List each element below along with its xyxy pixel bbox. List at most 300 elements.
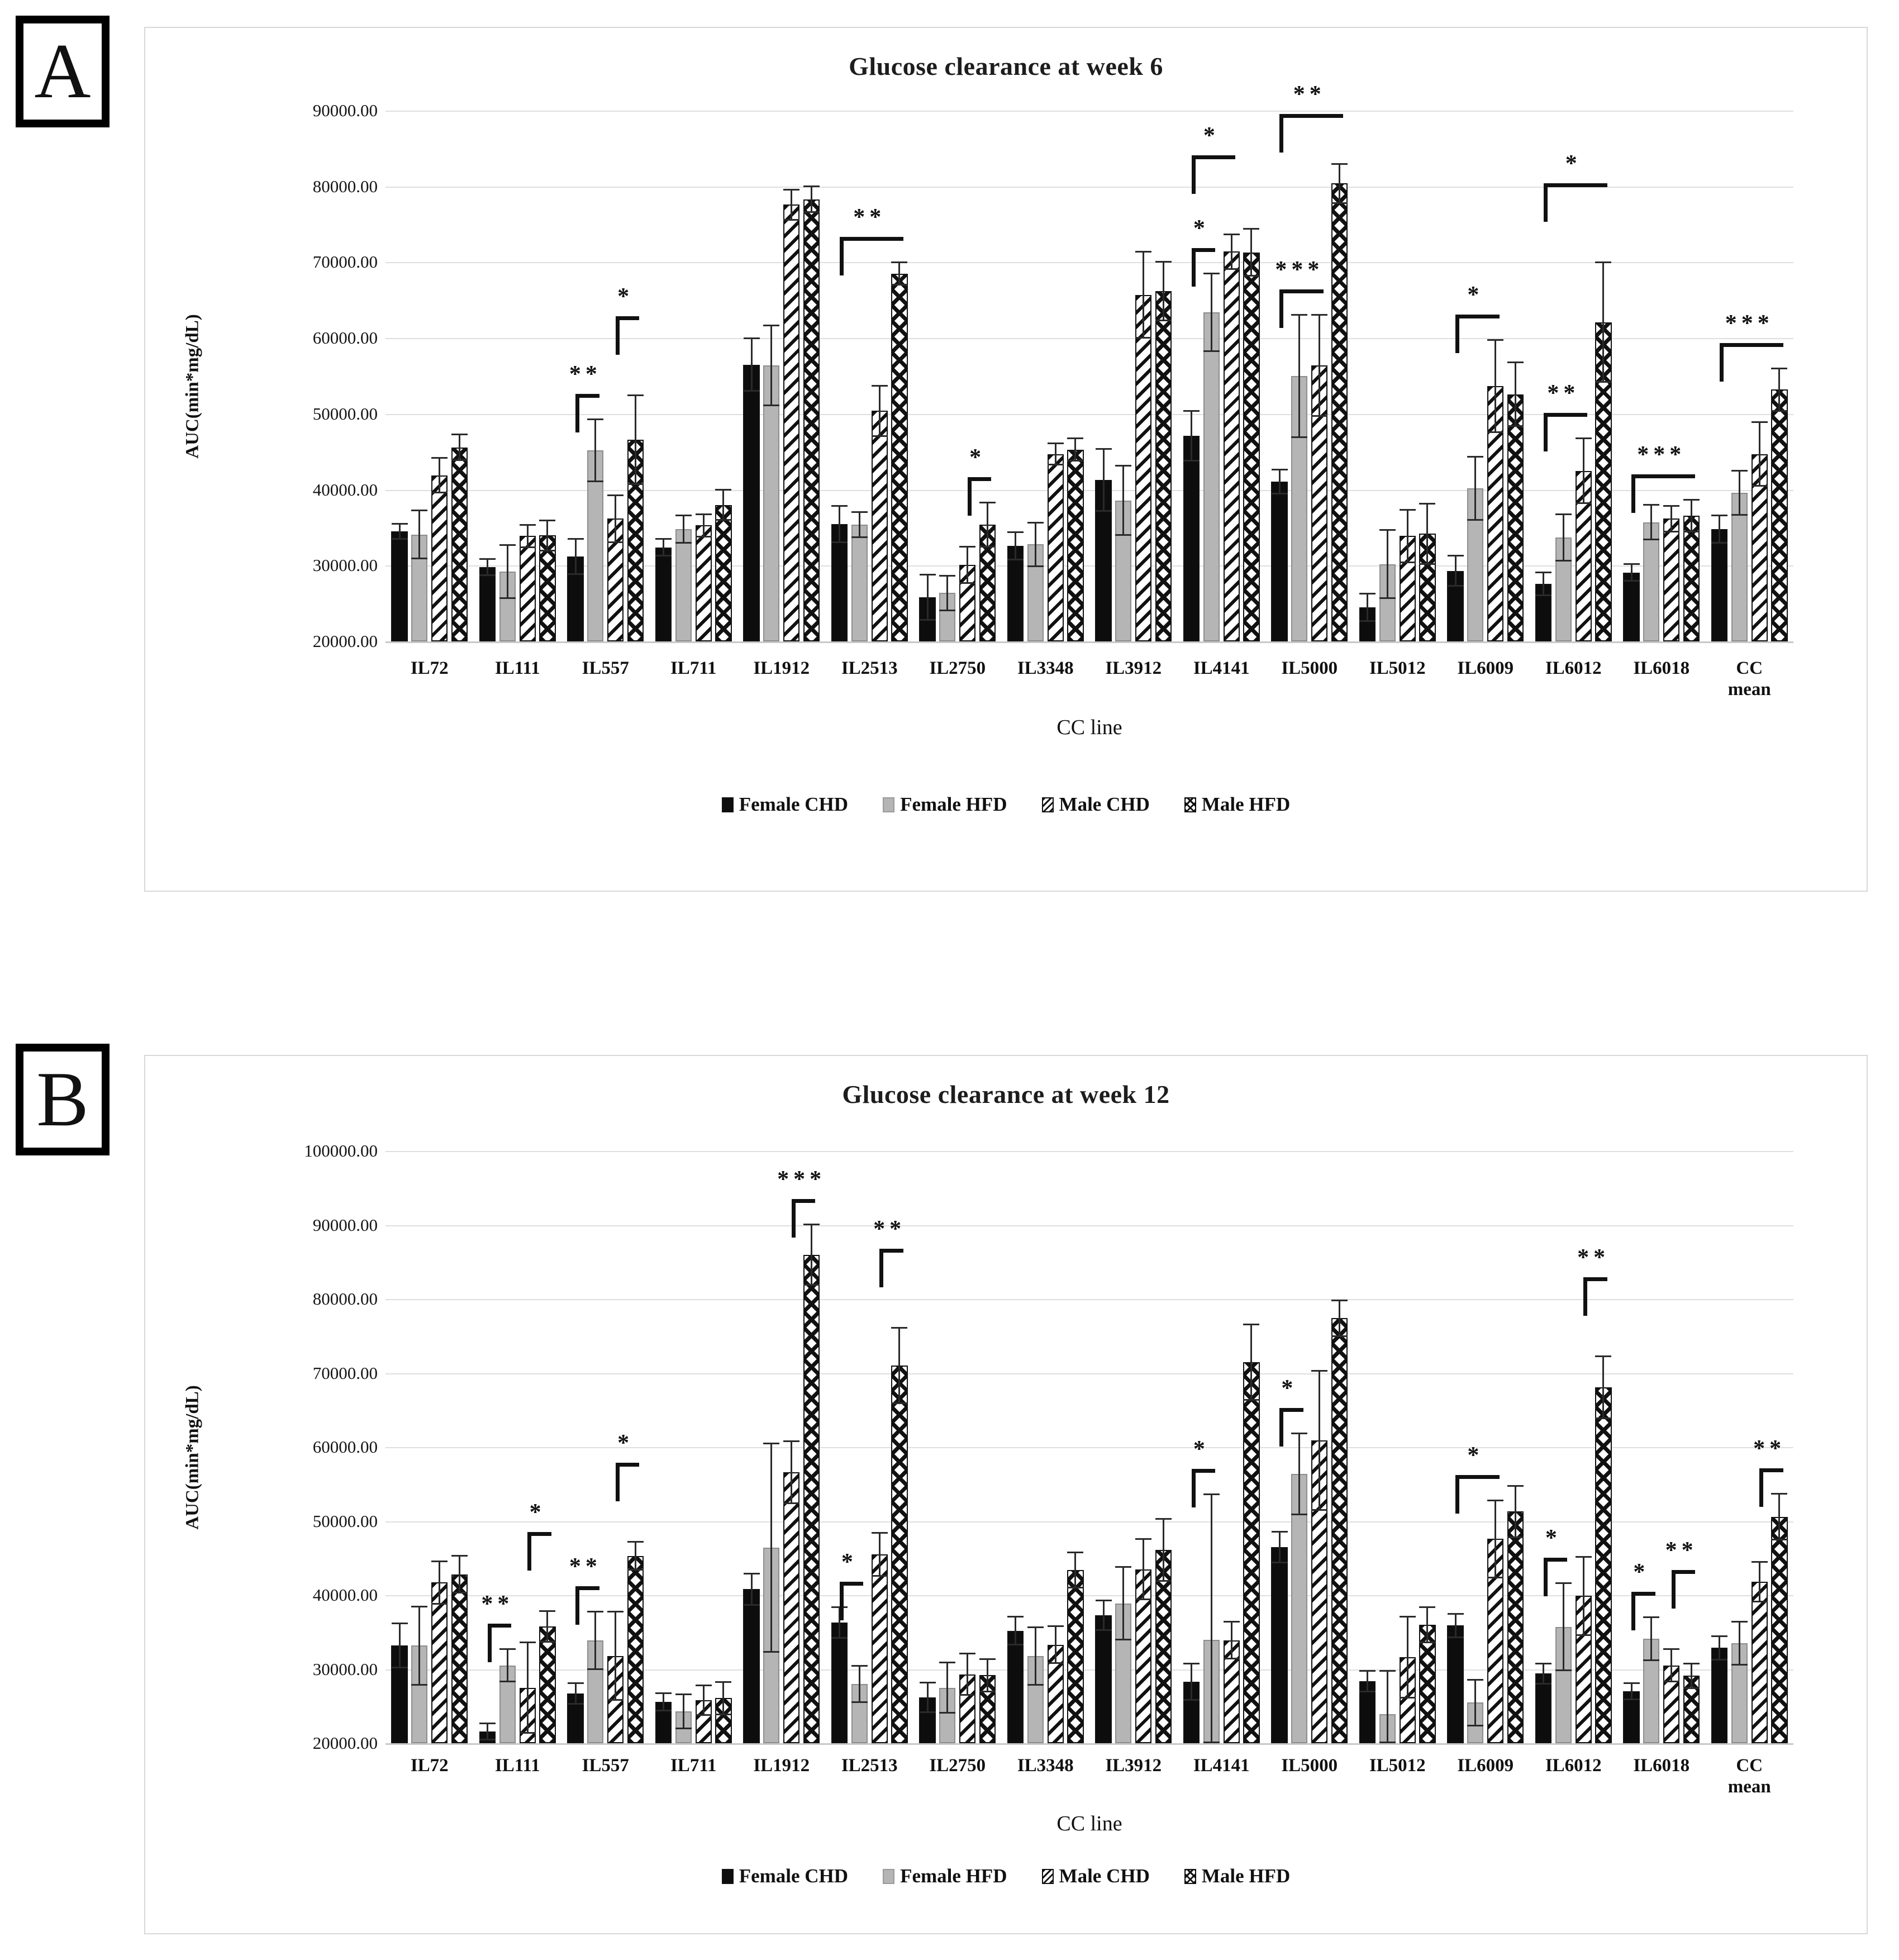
x-tick-label: IL111 [494, 658, 540, 678]
significance-stars: * [1281, 1375, 1298, 1401]
significance-bracket [1455, 1475, 1500, 1514]
error-bar [418, 1606, 420, 1686]
bar-f-hfd[interactable] [763, 365, 779, 641]
significance-bracket [1192, 155, 1236, 194]
error-bar [1298, 314, 1300, 439]
significance-stars: ** [873, 1216, 906, 1243]
y-tick-label: 40000.00 [312, 1585, 378, 1605]
bar-group [1265, 1151, 1354, 1743]
significance-stars: * [1467, 282, 1484, 308]
x-tick-label: IL6009 [1457, 1756, 1514, 1776]
x-tick-label: IL557 [582, 658, 629, 678]
significance-bracket [792, 1199, 816, 1238]
error-bar [751, 337, 753, 392]
bar-f-chd[interactable] [1095, 1615, 1111, 1743]
bar-group [737, 1151, 826, 1743]
chart-title-b: Glucose clearance at week 12 [842, 1080, 1170, 1109]
error-bar [399, 523, 401, 540]
significance-stars: * [841, 1549, 858, 1575]
legend-label: Female CHD [739, 1865, 849, 1887]
error-bar [1103, 448, 1105, 512]
legend-swatch-icon [883, 1869, 894, 1884]
x-tick-label: CC mean [1727, 658, 1771, 700]
x-tick-label: IL2750 [929, 658, 986, 678]
significance-bracket [879, 1249, 903, 1287]
bar-f-hfd[interactable] [1203, 312, 1220, 641]
significance-bracket [1631, 1592, 1655, 1630]
error-bar [946, 575, 948, 611]
significance-stars: ** [1665, 1538, 1698, 1564]
x-tick-label: IL5000 [1281, 1756, 1338, 1776]
bar-m-hfd[interactable] [1155, 291, 1172, 641]
bar-f-chd[interactable] [479, 567, 496, 641]
bar-group [826, 111, 914, 641]
plot-area-a [312, 82, 1793, 651]
y-tick-label: 30000.00 [312, 555, 378, 575]
error-bar [439, 457, 440, 493]
x-tick-label: IL5012 [1369, 658, 1426, 678]
error-bar [1015, 531, 1016, 560]
error-bar [1602, 1355, 1604, 1419]
legend-label: Male HFD [1201, 1865, 1291, 1887]
bar-f-chd[interactable] [1711, 1648, 1727, 1743]
significance-stars: ** [1293, 82, 1326, 107]
x-axis-title-b: CC line [1056, 1812, 1122, 1835]
error-bar [1319, 314, 1320, 417]
legend-item[interactable] [1184, 793, 1290, 816]
bar-m-hfd[interactable] [803, 1255, 820, 1744]
y-tick-label: 80000.00 [312, 1289, 378, 1309]
y-tick-label: 100000.00 [304, 1141, 378, 1160]
significance-bracket [1720, 343, 1783, 382]
bar-m-hfd[interactable] [627, 1556, 644, 1743]
x-tick-label: IL3348 [1017, 1756, 1074, 1776]
bar-m-hfd[interactable] [1771, 389, 1787, 641]
legend-swatch-icon [1042, 797, 1054, 812]
y-tick-label: 30000.00 [312, 1659, 378, 1679]
error-bar [722, 1681, 724, 1715]
significance-bracket [1455, 315, 1500, 353]
legend-item[interactable] [1042, 1865, 1150, 1887]
bar-group [737, 111, 826, 641]
error-bar [527, 1642, 529, 1733]
legend-swatch-icon [722, 1869, 734, 1884]
y-axis-title-b: AUC(min*mg/dL) [182, 1385, 203, 1530]
error-bar [1163, 261, 1164, 322]
error-bar [1279, 1531, 1281, 1563]
error-bar [722, 489, 724, 521]
bar-group [1617, 111, 1706, 641]
bar-group [1441, 111, 1530, 641]
error-bar [663, 1692, 664, 1711]
legend-label: Female CHD [739, 793, 849, 815]
significance-stars: ** [569, 361, 602, 387]
error-bar [1143, 251, 1144, 339]
bar-m-chd[interactable] [783, 1472, 799, 1743]
x-tick-label: IL6018 [1633, 1756, 1690, 1776]
significance-stars: * [1633, 1559, 1650, 1586]
error-bar [575, 538, 577, 574]
gridline [385, 641, 1793, 643]
x-tick-label: IL4141 [1193, 658, 1250, 678]
bar-group [385, 111, 474, 641]
legend-label: Male HFD [1201, 793, 1291, 815]
error-bar [683, 1693, 684, 1729]
bar-m-hfd[interactable] [1067, 450, 1083, 641]
bar-f-chd[interactable] [655, 548, 672, 641]
x-tick-label: IL6009 [1457, 658, 1514, 678]
significance-stars: ** [481, 1591, 514, 1618]
error-bar [703, 513, 705, 537]
bar-f-chd[interactable] [1007, 1631, 1024, 1743]
error-bar [635, 1541, 636, 1571]
significance-stars: *** [777, 1166, 826, 1192]
error-bar [1759, 1561, 1760, 1602]
bar-m-chd[interactable] [1663, 518, 1679, 641]
error-bar [1739, 1621, 1740, 1666]
x-tick-label: IL2513 [841, 1756, 898, 1776]
gridline [385, 1743, 1793, 1745]
bar-m-hfd[interactable] [715, 505, 731, 641]
significance-stars: *** [1637, 441, 1686, 468]
bar-m-chd[interactable] [783, 204, 799, 641]
legend-item[interactable] [722, 1865, 848, 1887]
y-tick-label: 70000.00 [312, 1363, 378, 1383]
error-bar [1231, 1621, 1232, 1659]
x-tick-label: IL557 [582, 1756, 629, 1776]
bar-m-hfd[interactable] [451, 448, 468, 641]
error-bar [967, 1653, 968, 1696]
x-tick-label: IL2750 [929, 1756, 986, 1776]
error-bar [1035, 522, 1036, 567]
error-bar [1339, 1300, 1340, 1336]
error-bar [399, 1623, 401, 1668]
error-bar [1739, 470, 1740, 515]
error-bar [1495, 339, 1496, 433]
bar-m-chd[interactable] [872, 1554, 888, 1743]
legend-a [145, 793, 1867, 816]
bar-f-hfd[interactable] [851, 525, 868, 641]
bar-m-chd[interactable] [520, 536, 536, 641]
legend-swatch-icon [722, 797, 734, 812]
significance-bracket [1544, 413, 1588, 451]
bar-m-hfd[interactable] [803, 199, 820, 641]
significance-stars: * [1193, 1436, 1210, 1463]
legend-item[interactable] [883, 793, 1007, 816]
bar-m-hfd[interactable] [1331, 183, 1348, 641]
significance-bracket [616, 316, 640, 355]
bar-m-hfd[interactable] [1243, 253, 1259, 641]
error-bar [1367, 593, 1368, 622]
error-bar [1163, 1518, 1164, 1582]
legend-b [145, 1865, 1867, 1887]
chart-panel-a [144, 27, 1868, 892]
error-bar [487, 558, 488, 577]
significance-bracket [1583, 1277, 1607, 1316]
error-bar [615, 494, 616, 543]
error-bar [1455, 555, 1457, 587]
x-tick-label: IL3912 [1105, 1756, 1162, 1776]
error-bar [1602, 261, 1604, 383]
significance-bracket [1279, 114, 1343, 153]
bar-f-chd[interactable] [391, 531, 407, 641]
error-bar [1387, 529, 1388, 599]
legend-swatch-icon [1184, 1869, 1196, 1884]
y-tick-label: 60000.00 [312, 1437, 378, 1457]
error-bar [770, 1443, 772, 1653]
error-bar [1583, 1556, 1584, 1636]
bar-group [913, 111, 1002, 641]
error-bar [967, 546, 968, 584]
error-bar [1474, 456, 1476, 521]
significance-stars: ** [853, 204, 886, 231]
chart-panel-b [144, 1055, 1868, 1934]
y-axis-title-a: AUC(min*mg/dL) [182, 314, 203, 459]
significance-bracket [1672, 1570, 1696, 1609]
error-bar [770, 325, 772, 407]
y-tick-label: 90000.00 [312, 101, 378, 120]
x-axis-title-a: CC line [1056, 716, 1122, 739]
x-tick-label: IL5000 [1281, 658, 1338, 678]
error-bar [1055, 1625, 1056, 1664]
bar-group [1617, 1151, 1706, 1743]
y-tick-label: 20000.00 [312, 631, 378, 651]
error-bar [1387, 1670, 1388, 1743]
y-tick-label: 90000.00 [312, 1215, 378, 1235]
error-bar [1103, 1600, 1105, 1631]
error-bar [1691, 1663, 1692, 1690]
legend-item[interactable] [1184, 1865, 1290, 1887]
x-tick-label: IL711 [670, 1756, 717, 1776]
bar-m-hfd[interactable] [1331, 1318, 1348, 1743]
error-bar [1474, 1679, 1476, 1726]
error-bar [683, 515, 684, 544]
significance-bracket [1279, 1408, 1303, 1447]
bar-m-hfd[interactable] [539, 1626, 555, 1743]
bar-group [474, 1151, 562, 1743]
bar-m-hfd[interactable] [891, 1366, 907, 1743]
significance-stars: * [529, 1499, 546, 1525]
legend-label: Female HFD [900, 793, 1007, 815]
panel-letter-b-text: B [36, 1056, 89, 1143]
legend-label: Male CHD [1059, 1865, 1150, 1887]
error-bar [1759, 421, 1760, 487]
significance-stars: * [1467, 1443, 1484, 1469]
bar-m-hfd[interactable] [1243, 1362, 1259, 1743]
x-tick-label: IL4141 [1193, 1756, 1250, 1776]
significance-stars: ** [569, 1553, 602, 1580]
error-bar [927, 1682, 929, 1713]
error-bar [987, 1658, 988, 1692]
bar-m-chd[interactable] [696, 525, 712, 641]
significance-stars: * [617, 1430, 634, 1457]
bar-m-hfd[interactable] [1683, 516, 1700, 641]
error-bar [527, 524, 529, 548]
y-tick-label: 40000.00 [312, 479, 378, 499]
legend-item[interactable] [1042, 793, 1150, 816]
error-bar [703, 1685, 705, 1716]
x-tick-label: CC mean [1727, 1756, 1771, 1797]
significance-bracket [1544, 1558, 1568, 1596]
error-bar [839, 505, 840, 543]
error-bar [1211, 1493, 1212, 1743]
bar-m-chd[interactable] [1135, 295, 1151, 641]
error-bar [575, 1682, 577, 1705]
error-bar [1719, 1635, 1720, 1661]
y-tick-label: 50000.00 [312, 403, 378, 424]
bar-m-hfd[interactable] [539, 535, 555, 641]
error-bar [439, 1561, 440, 1605]
error-bar [879, 385, 881, 436]
legend-item[interactable] [722, 793, 848, 816]
error-bar [1426, 1606, 1428, 1643]
bar-f-chd[interactable] [1711, 529, 1727, 641]
significance-bracket [616, 1463, 640, 1501]
legend-label: Female HFD [900, 1865, 1007, 1887]
x-tick-label: IL72 [410, 658, 449, 678]
panel-label-b [16, 1044, 110, 1155]
error-bar [1367, 1670, 1368, 1692]
significance-stars: *** [1275, 256, 1324, 283]
bar-f-chd[interactable] [1623, 573, 1639, 642]
error-bar [1670, 1648, 1672, 1682]
error-bar [1122, 465, 1124, 536]
x-tick-label: IL1912 [753, 1756, 810, 1776]
x-tick-label: IL711 [670, 658, 717, 678]
error-bar [459, 1555, 460, 1593]
significance-stars: * [1193, 216, 1210, 242]
error-bar [546, 520, 548, 551]
bar-m-chd[interactable] [872, 411, 888, 641]
bar-group [1530, 1151, 1618, 1743]
bar-m-hfd[interactable] [1771, 1517, 1787, 1743]
error-bar [487, 1723, 488, 1740]
x-tick-label: IL6018 [1633, 658, 1690, 678]
bar-f-chd[interactable] [1271, 482, 1287, 641]
legend-item[interactable] [883, 1865, 1007, 1887]
error-bar [1074, 1552, 1076, 1588]
bar-group [1089, 111, 1178, 641]
bar-f-hfd[interactable] [675, 529, 692, 641]
x-tick-label: IL3912 [1105, 658, 1162, 678]
bar-m-chd[interactable] [1048, 454, 1064, 641]
significance-bracket [488, 1624, 512, 1662]
error-bar [1455, 1613, 1457, 1638]
bar-group [1265, 111, 1354, 641]
legend-label: Male CHD [1059, 793, 1150, 815]
x-tick-label: IL5012 [1369, 1756, 1426, 1776]
bar-group [385, 1151, 474, 1743]
y-tick-label: 80000.00 [312, 176, 378, 196]
significance-bracket [840, 237, 903, 275]
x-tick-label: IL72 [410, 1756, 449, 1776]
x-tick-label: IL3348 [1017, 658, 1074, 678]
bar-group [650, 111, 738, 641]
significance-bracket [575, 394, 599, 432]
error-bar [1035, 1626, 1036, 1686]
y-tick-label: 60000.00 [312, 328, 378, 348]
error-bar [946, 1662, 948, 1714]
error-bar [1055, 443, 1056, 465]
y-tick-label: 50000.00 [312, 1511, 378, 1531]
significance-bracket [968, 477, 992, 516]
error-bar [898, 1327, 900, 1404]
error-bar [635, 394, 636, 486]
significance-stars: ** [1753, 1436, 1786, 1462]
bar-f-chd[interactable] [1447, 1625, 1463, 1743]
significance-stars: * [1203, 122, 1220, 149]
chart-title-a: Glucose clearance at week 6 [849, 52, 1163, 80]
significance-bracket [840, 1582, 864, 1620]
x-tick-label: IL6012 [1545, 658, 1602, 678]
bar-m-chd[interactable] [431, 1582, 448, 1743]
bar-f-chd[interactable] [743, 365, 759, 641]
bar-m-hfd[interactable] [1067, 1570, 1083, 1743]
x-tick-label: IL1912 [753, 658, 810, 678]
bar-m-hfd[interactable] [1507, 394, 1524, 641]
panel-label-a [16, 16, 110, 127]
error-bar [791, 189, 792, 221]
bar-f-chd[interactable] [1271, 1547, 1287, 1743]
bar-group [1002, 111, 1090, 641]
y-tick-label: 20000.00 [312, 1733, 378, 1753]
error-bar [1719, 515, 1720, 544]
significance-stars: * [1545, 1525, 1562, 1552]
error-bar [507, 544, 508, 599]
significance-bracket [1759, 1468, 1783, 1507]
significance-stars: * [1565, 151, 1582, 177]
significance-bracket [1631, 474, 1695, 513]
error-bar [663, 538, 664, 556]
error-bar [1563, 513, 1564, 562]
error-bar [1074, 437, 1076, 462]
bar-f-chd[interactable] [831, 1623, 848, 1743]
legend-swatch-icon [883, 797, 894, 812]
error-bar [1543, 1663, 1544, 1685]
significance-stars: *** [1725, 311, 1774, 337]
bar-f-chd[interactable] [743, 1589, 759, 1743]
bar-f-chd[interactable] [1183, 436, 1200, 641]
significance-bracket [1544, 183, 1607, 222]
bar-m-chd[interactable] [1224, 251, 1240, 641]
error-bar [927, 574, 929, 621]
significance-bracket [1192, 248, 1216, 287]
legend-swatch-icon [1042, 1869, 1054, 1884]
error-bar [459, 434, 460, 461]
error-bar [751, 1573, 753, 1605]
error-bar [1543, 572, 1544, 596]
significance-bracket [575, 1586, 599, 1625]
panel-letter-a-text: A [34, 28, 91, 115]
error-bar [791, 1440, 792, 1504]
error-bar [1122, 1566, 1124, 1640]
bar-group [1002, 1151, 1090, 1743]
significance-stars: ** [1577, 1244, 1610, 1271]
error-bar [615, 1611, 616, 1701]
error-bar [418, 510, 420, 560]
x-tick-label: IL6012 [1545, 1756, 1602, 1776]
bar-m-chd[interactable] [431, 475, 448, 641]
significance-bracket [1192, 1469, 1216, 1507]
error-bar [1015, 1616, 1016, 1645]
bar-m-chd[interactable] [1752, 1582, 1768, 1743]
error-bar [1407, 1616, 1408, 1699]
error-bar [1631, 1682, 1633, 1700]
significance-stars: * [617, 283, 634, 310]
bar-m-hfd[interactable] [891, 274, 907, 641]
x-tick-label: IL111 [494, 1756, 540, 1776]
error-bar [1631, 563, 1633, 582]
